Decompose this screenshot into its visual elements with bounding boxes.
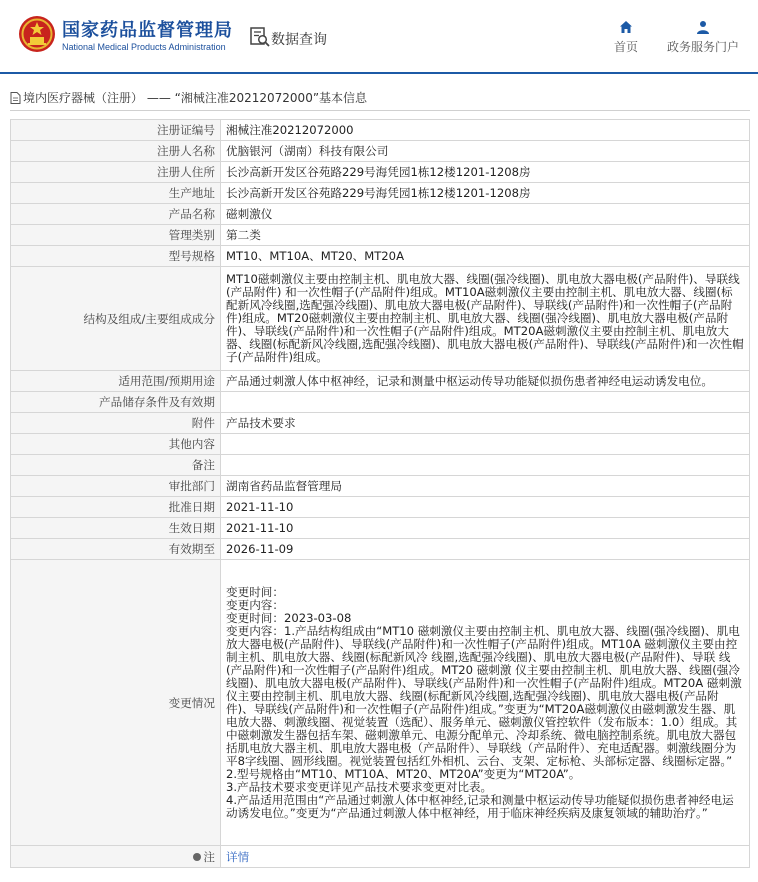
table-row (11, 204, 750, 225)
field-value: 优脑银河（湖南）科技有限公司 (221, 141, 750, 162)
field-label: 审批部门 (11, 476, 221, 497)
field-value: MT10、MT10A、MT20、MT20A (221, 246, 750, 267)
table-row-note (11, 846, 750, 868)
field-label: 型号规格 (11, 246, 221, 267)
breadcrumb (10, 88, 750, 111)
nav-gov-services-label: 政务服务门户 (666, 40, 739, 54)
field-label: 变更情况 (11, 560, 221, 846)
table-row (11, 434, 750, 455)
table-row (11, 539, 750, 560)
table-row (11, 246, 750, 267)
home-icon (619, 20, 633, 34)
table-row (11, 413, 750, 434)
table-row (11, 141, 750, 162)
table-row (11, 455, 750, 476)
table-row (11, 497, 750, 518)
field-value: 2021-11-10 (221, 497, 750, 518)
table-row-changes (11, 560, 750, 846)
change-line: 4.产品适用范围由“产品通过刺激人体中枢神经,记录和测量中枢运动传导功能疑似损伤患者神经电运动诱发电位。”变更为“产品通过刺激人体中枢神经，用于临床神经疾病及康复领域的辅助治疗。” (226, 792, 734, 820)
field-value: 2026-11-09 (221, 539, 750, 560)
change-line: 变更时间： (226, 584, 284, 599)
nav-home[interactable] (609, 20, 643, 55)
field-value: 2021-11-10 (221, 518, 750, 539)
field-label: 其他内容 (11, 434, 221, 455)
data-query-icon[interactable] (250, 27, 270, 47)
field-label: 注册证编号 (11, 120, 221, 141)
field-value: 长沙高新开发区谷苑路229号海凭园1栋12楼1201-1208房 (221, 183, 750, 204)
field-value: 湘械注准20212072000 (221, 120, 750, 141)
details-link[interactable]: 详情 (226, 849, 250, 864)
document-icon (10, 92, 21, 104)
change-line: 变更时间：2023-03-08 (226, 610, 352, 625)
table-row (11, 267, 750, 371)
nav-home-label: 首页 (613, 40, 638, 54)
table-row (11, 518, 750, 539)
table-row (11, 392, 750, 413)
registration-info-table (10, 119, 750, 868)
table-row (11, 162, 750, 183)
table-row (11, 476, 750, 497)
national-emblem-icon[interactable] (18, 14, 56, 54)
change-line: 3.产品技术要求变更详见产品技术要求变更对比表。 (226, 779, 493, 794)
field-label: 生效日期 (11, 518, 221, 539)
note-value-cell (221, 846, 750, 868)
field-label: 注册人名称 (11, 141, 221, 162)
field-label: 产品储存条件及有效期 (11, 392, 221, 413)
field-value: 湖南省药品监督管理局 (221, 476, 750, 497)
change-line: 变更内容： (226, 597, 284, 612)
field-value (221, 455, 750, 476)
field-label: 注册人住所 (11, 162, 221, 183)
field-value: 产品技术要求 (221, 413, 750, 434)
field-label: 生产地址 (11, 183, 221, 204)
field-value: MT10磁刺激仪主要由控制主机、肌电放大器、线圈(强冷线圈)、肌电放大器电极(产品附件)、导联线(产品附件) 和一次性帽子(产品附件)组成。MT10A磁刺激仪主要由控制主机、肌电放大器、线圈(标配新风冷线圈,选配强冷线圈)、肌电放大器电极(产品附件)、导联线(产品附件)和一次性帽子(产品附件)组成。MT20磁刺激仪主要由控制主机、肌电放大器、线圈(强冷线圈)、肌电放大器电极(产品附件)、导联线(产品附件)和一次性帽子(产品附件)组成。MT20A磁刺激仪主要由控制主机、肌电放大器、线圈(标配新风冷线圈,选配强冷线圈)、肌电放大器电极(产品附件)、导联线(产品附件)和一次性帽子(产品附件)组成。 (221, 267, 750, 371)
table-row (11, 120, 750, 141)
site-header (0, 0, 758, 74)
field-label: 结构及组成/主要组成成分 (11, 267, 221, 371)
field-label: 管理类别 (11, 225, 221, 246)
field-label: 有效期至 (11, 539, 221, 560)
note-label: 注 (203, 849, 215, 864)
table-row (11, 183, 750, 204)
change-line: 2.型号规格由“MT10、MT10A、MT20、MT20A”变更为“MT20A”。 (226, 766, 581, 781)
user-icon (696, 20, 710, 34)
site-subtitle: National Medical Products Administration (62, 42, 226, 52)
table-row (11, 371, 750, 392)
field-label: 产品名称 (11, 204, 221, 225)
field-label: 备注 (11, 455, 221, 476)
table-row (11, 225, 750, 246)
changes-content (221, 560, 750, 846)
field-value: 产品通过刺激人体中枢神经，记录和测量中枢运动传导功能疑似损伤患者神经电运动诱发电位。 (221, 371, 750, 392)
field-value (221, 392, 750, 413)
field-value: 第二类 (221, 225, 750, 246)
field-value: 长沙高新开发区谷苑路229号海凭园1栋12楼1201-1208房 (221, 162, 750, 183)
change-line: 变更内容：1.产品结构组成由“MT10 磁刺激仪主要由控制主机、肌电放大器、线圈(强冷线圈)、肌电放大器电极(产品附件)、导联线(产品附件)和一次性帽子(产品附件)组成。MT10A 磁刺激仪主要由控制主机、肌电放大器、线圈(标配新风冷 线圈,选配强冷线圈)、肌电放大器电极(产品附件)、导联 线(产品附件)和一次性帽子(产品附件)组成。MT20 磁刺激 仪主要由控制主机、肌电放大器、线圈(强冷线圈)、肌电放大器电极(产品附件)、导联线(产品附件)和一次性帽子(产品附件)组成。MT20A 磁刺激仪主要由控制主机、肌电放大器、线圈(标配新风冷线圈,选配强冷线圈)、肌电放大器电极(产品附件)、导联线(产品附件)和一次性帽子(产品附件)组成。”变更为“MT20A磁刺激仪由磁刺激发生器、肌电放大器、刺激线圈、视觉装置（选配）、服务单元、磁刺激仪管控软件（发布版本：1.0）组成。其中磁刺激发生器包括车架、磁刺激单元、电源分配单元、冷却系统、微电脑控制系统。肌电放大器包括肌电放大器主机、肌电放大器电极（产品附件）、导联线（产品附件）、充电适配器。刺激线圈分为平8字线圈、圆形线圈。视觉装置包括红外相机、云台、支架、定标枪、头部标定器、线圈标定器。” (226, 623, 742, 768)
field-value (221, 434, 750, 455)
data-query-link[interactable]: 数据查询 (271, 32, 327, 48)
nav-gov-services[interactable] (660, 20, 746, 55)
breadcrumb-text: 境内医疗器械（注册） —— “湘械注准20212072000”基本信息 (23, 91, 368, 105)
field-label: 附件 (11, 413, 221, 434)
pin-icon (193, 853, 201, 861)
field-label: 批准日期 (11, 497, 221, 518)
site-title[interactable]: 国家药品监督管理局 (62, 20, 233, 41)
note-label-cell (11, 846, 221, 868)
field-label: 适用范围/预期用途 (11, 371, 221, 392)
field-value: 磁刺激仪 (221, 204, 750, 225)
